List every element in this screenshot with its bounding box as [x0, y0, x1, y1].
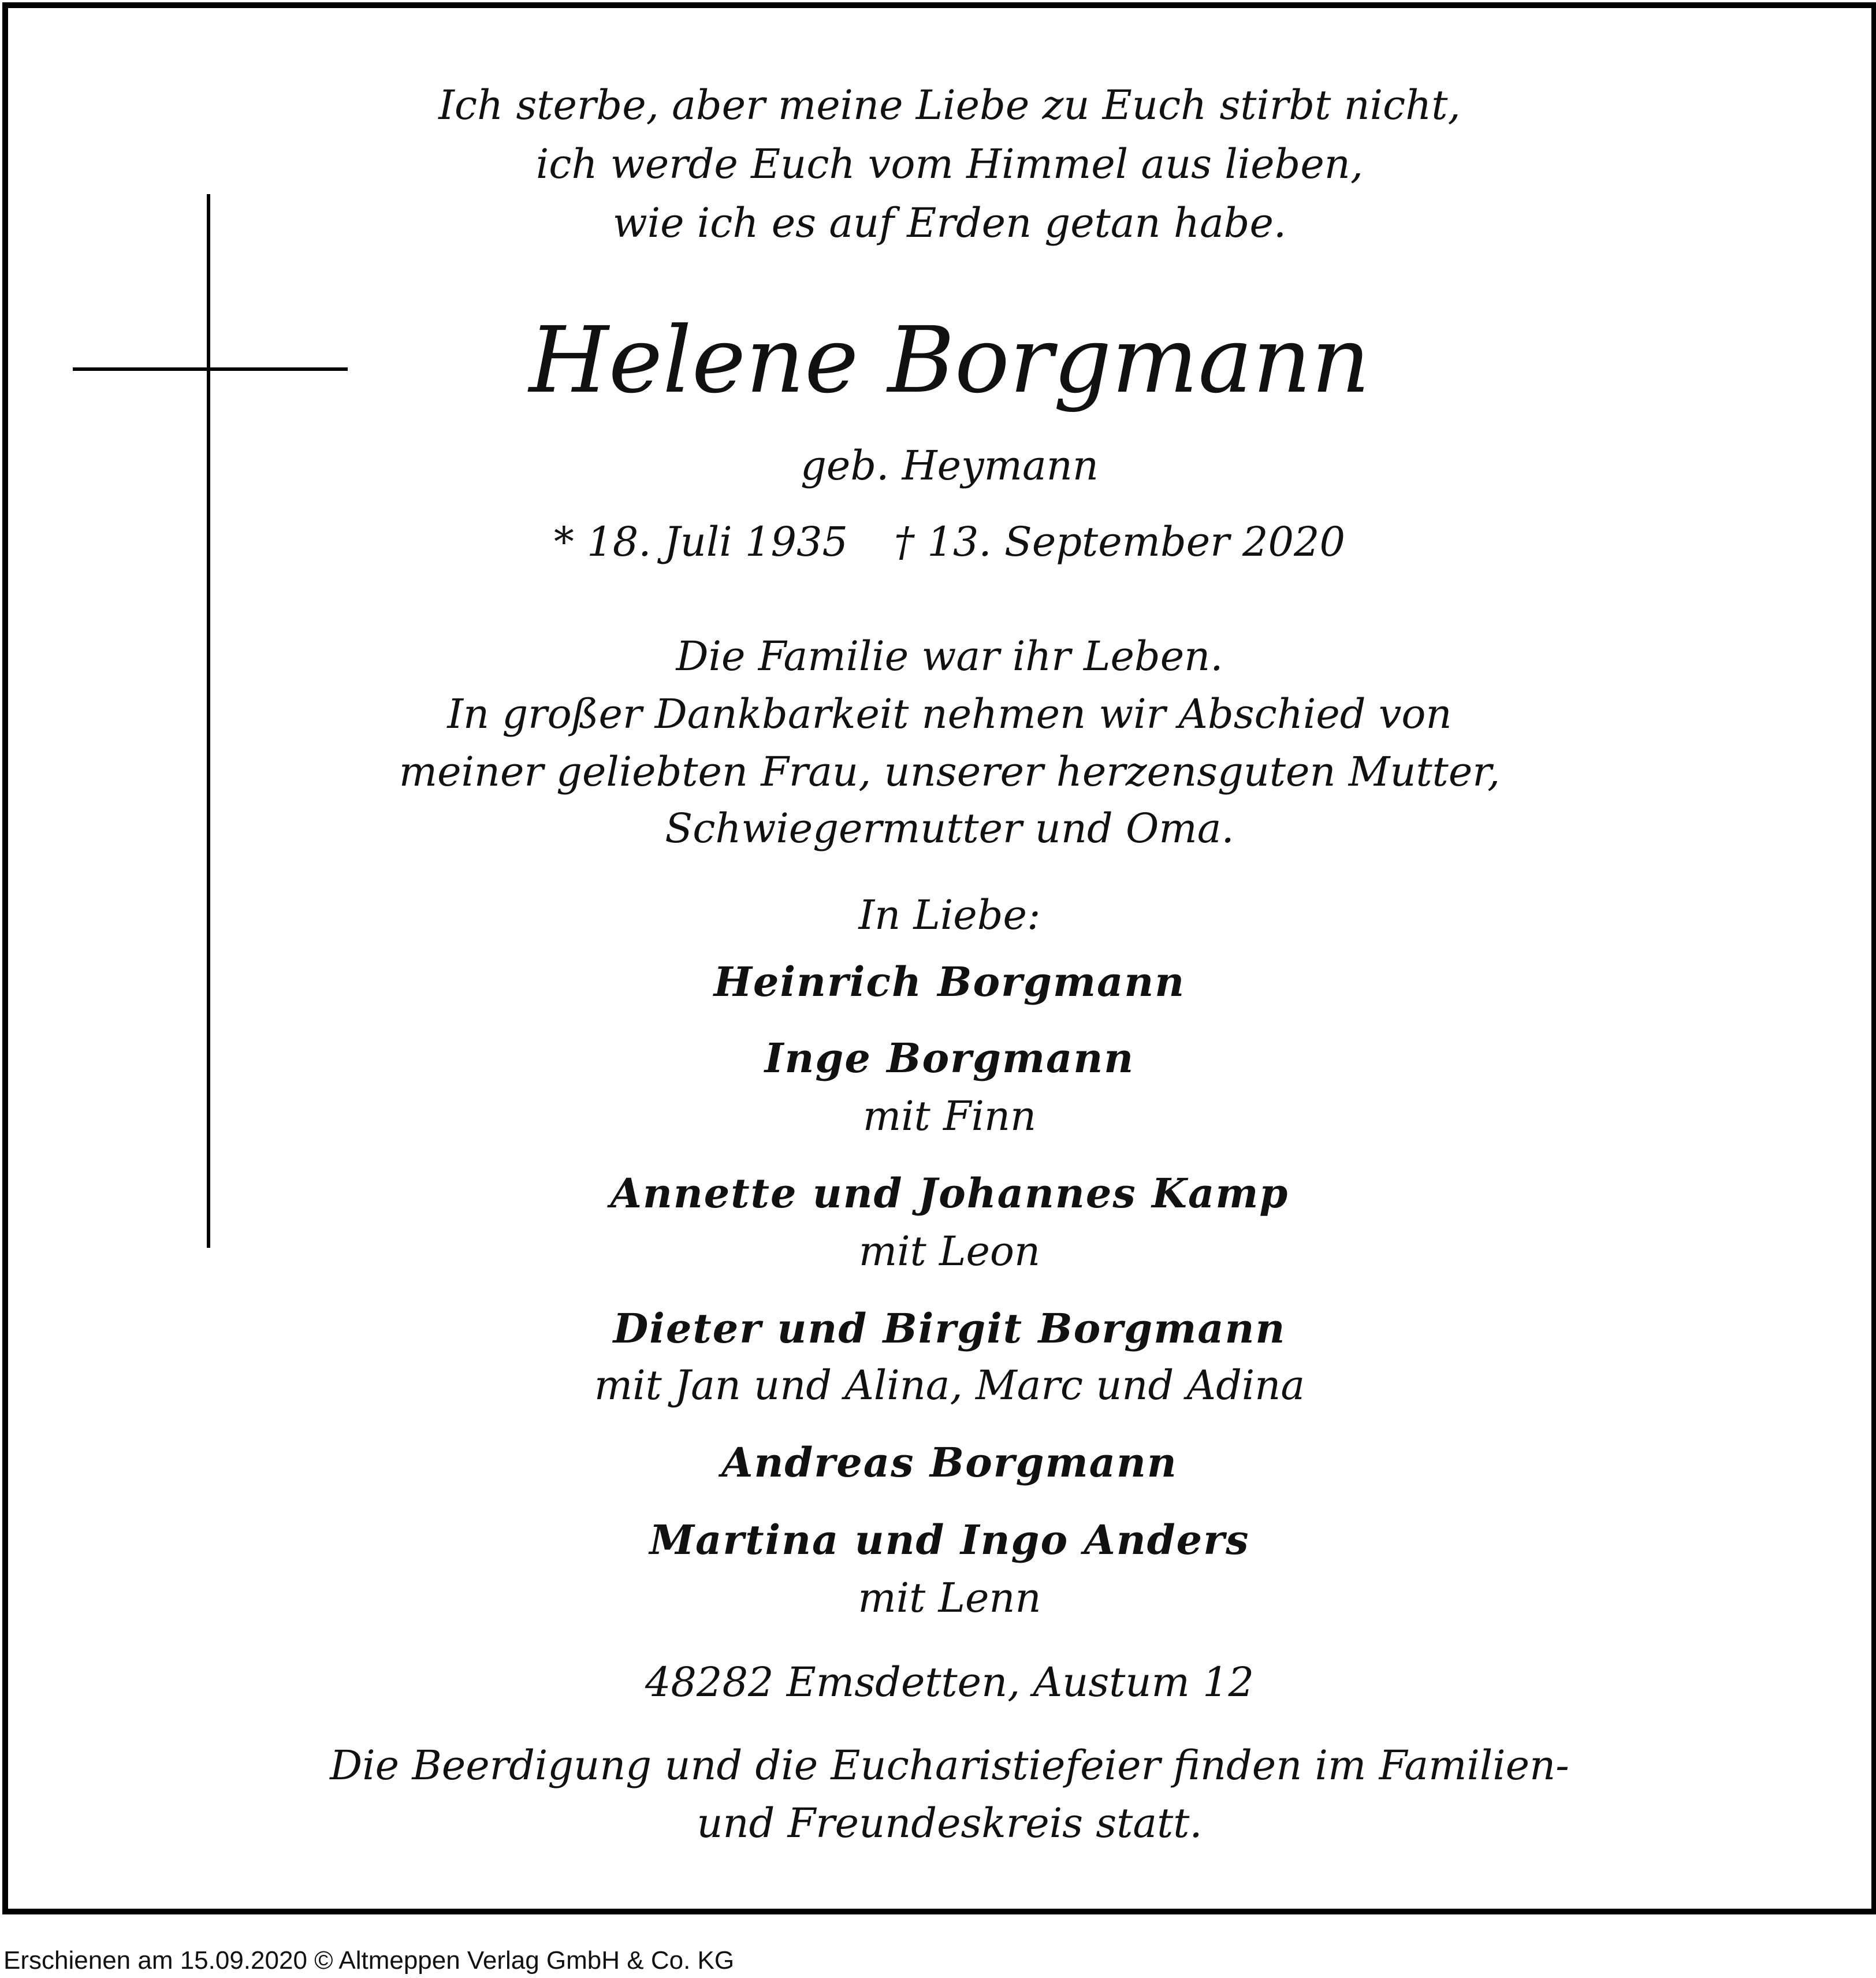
mourner-name: Andreas Borgmann: [721, 1438, 1178, 1486]
verse-line-3: wie ich es auf Erden getan habe.: [612, 199, 1287, 247]
in-love-label: In Liebe:: [858, 891, 1041, 939]
verse-line-2: ich werde Euch vom Himmel aus lieben,: [535, 140, 1364, 188]
birth-date: * 18. Juli 1935: [553, 518, 848, 566]
mourner-name: Inge Borgmann: [764, 1034, 1135, 1082]
mourner-companions: mit Lenn: [858, 1574, 1041, 1622]
message-line-2: In großer Dankbarkeit nehmen wir Abschied von: [447, 690, 1452, 738]
mourner-name: Martina und Ingo Anders: [649, 1516, 1250, 1564]
message-line-4: Schwiegermutter und Oma.: [665, 805, 1234, 852]
funeral-line-2: und Freundeskreis statt.: [697, 1799, 1203, 1847]
message-line-3: meiner geliebten Frau, unserer herzensguten Mutter,: [399, 748, 1501, 795]
verse-line-1: Ich sterbe, aber meine Liebe zu Euch stirbt nicht,: [438, 81, 1461, 129]
cross-icon-vertical-bar: [207, 194, 210, 1248]
funeral-line-1: Die Beerdigung und die Eucharistiefeier finden im Familien-: [330, 1742, 1569, 1789]
obituary-frame: [2, 2, 1876, 1914]
deceased-name: Helene Borgmann: [528, 307, 1371, 414]
mourner-name: Annette und Johannes Kamp: [610, 1169, 1289, 1217]
mourner-name: Dieter und Birgit Borgmann: [613, 1304, 1286, 1352]
mourner-companions: mit Jan und Alina, Marc und Adina: [594, 1362, 1305, 1409]
maiden-name: geb. Heymann: [801, 442, 1099, 489]
publication-footer: Erschienen am 15.09.2020 © Altmeppen Verlag GmbH & Co. KG: [3, 1946, 735, 1975]
mourner-companions: mit Finn: [862, 1092, 1037, 1140]
message-line-1: Die Familie war ihr Leben.: [676, 633, 1223, 680]
death-date: † 13. September 2020: [894, 518, 1346, 566]
life-dates: [216, 513, 1683, 571]
mourner-companions: mit Leon: [858, 1228, 1041, 1275]
mourner-name: Heinrich Borgmann: [713, 958, 1186, 1006]
address: 48282 Emsdetten, Austum 12: [645, 1659, 1255, 1706]
